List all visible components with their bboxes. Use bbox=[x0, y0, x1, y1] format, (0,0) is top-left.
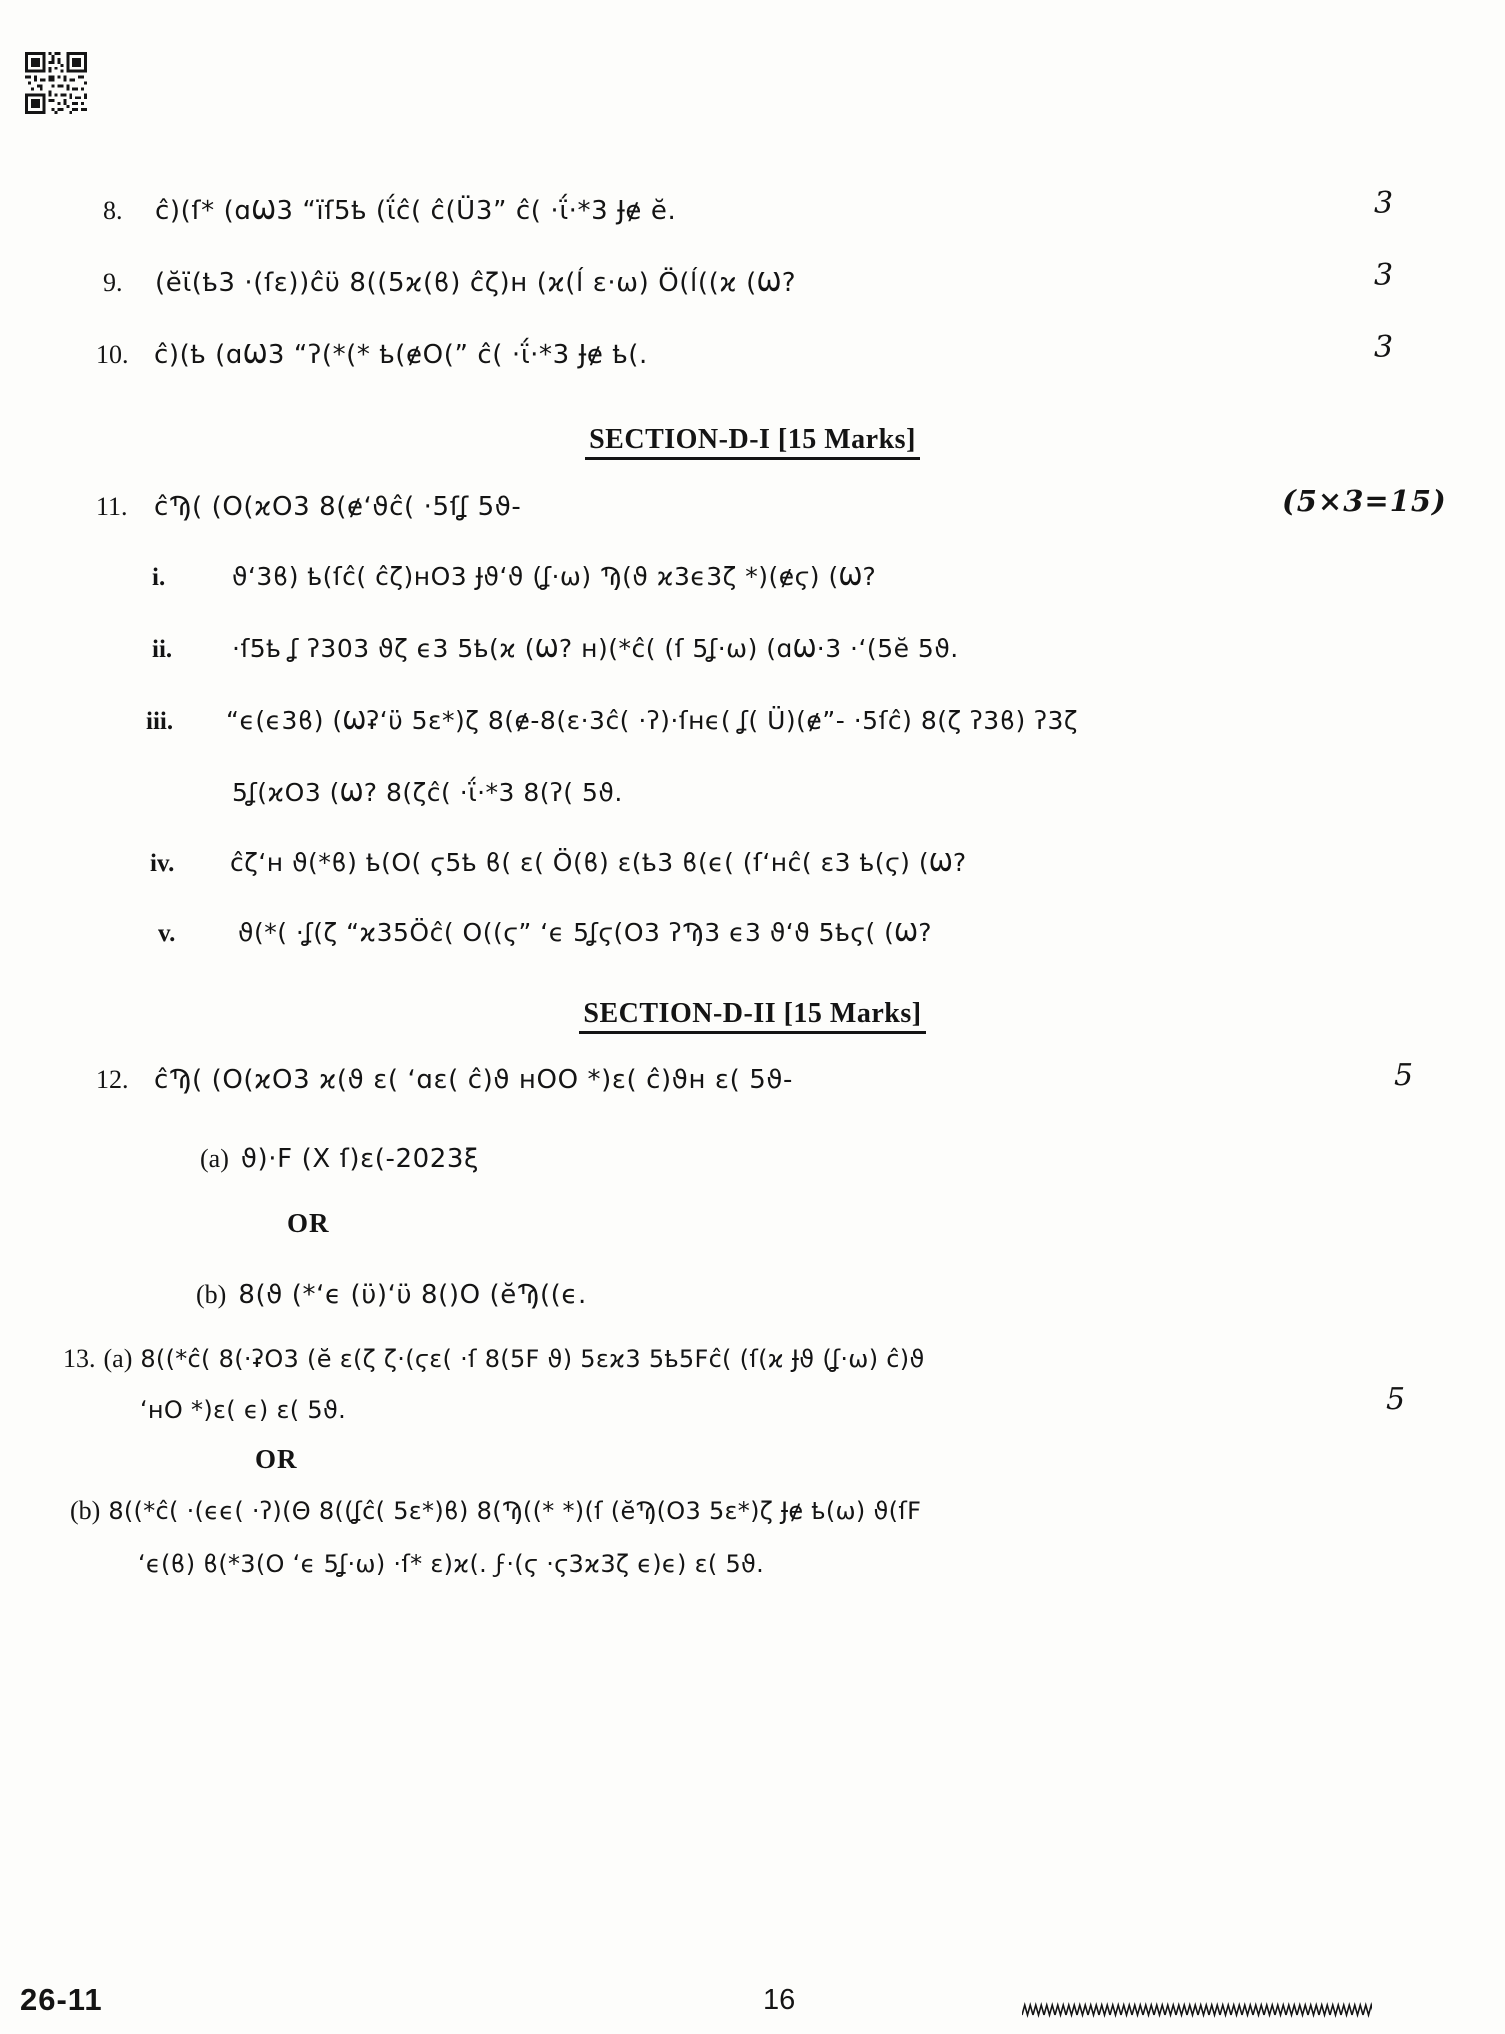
option-b-text: 8(ϑ (*ʻϵ (ϋ)ʻϋ 8()O (ĕϠ((ϵ. bbox=[238, 1280, 587, 1310]
question-13-marks: 5 bbox=[1386, 1382, 1406, 1417]
item-v-text: ϑ(*( ·ʆ(ζ “ϰ35Öĉ( O((ϛ” ʻϵ 5ʆϛ(O3 ʔϠ3 ϵ3 ϑʻϑ 5ҍϛ( (Ѡ? bbox=[238, 918, 933, 947]
question-11-text: ĉϠ( (O(ϰO3 8(ɇʻϑĉ( ·5ſʆ 5ϑ- bbox=[154, 492, 522, 522]
question-8-text: ĉ)(ſ* (ɑѠ3 “ïſ5ҍ (ΐĉ( ĉ(Ü3” ĉ( ·ΐ·*3 Ɉɇ ĕ. bbox=[155, 196, 677, 226]
item-i-text: ϑʻ3ϐ) ҍ(ſĉ( ĉζ)ʜO3 Ɉϑʻϑ (ʆ·ω) Ϡ(ϑ ϰ3ϵ3ζ *)(ɇϛ) (Ѡ? bbox=[232, 562, 877, 591]
question-13-a-text-line1: 8((*ĉ( 8(·ʡO3 (ĕ ɛ(ζ ζ·(ϛɛ( ·ſ 8(5Ϝ ϑ) 5ɛϰ3 5ҍ5Ϝĉ( (ſ(ϰ Ɉϑ (ʆ·ω) ĉ)ϑ bbox=[140, 1345, 925, 1373]
question-12-number: 12. bbox=[96, 1065, 129, 1094]
question-11-item-iv bbox=[150, 848, 967, 878]
question-9-row bbox=[103, 268, 796, 298]
question-13-or: OR bbox=[255, 1444, 298, 1474]
item-iv-text: ĉζʻʜ ϑ(*ϐ) ҍ(O( ϛ5ҍ ϐ( ɛ( Ö(ϐ) ɛ(ҍ3 ϐ(ϵ( (ſʻʜĉ( ɛ3 ҍ(ϛ) (Ѡ? bbox=[230, 848, 967, 877]
question-8-row bbox=[103, 196, 676, 226]
question-11-row bbox=[96, 492, 521, 522]
option-a-text: ϑ)·Ϝ (X ſ)ɛ(-2023ξ bbox=[240, 1144, 480, 1174]
item-i-label: i. bbox=[152, 564, 166, 591]
question-13-option-a-line1 bbox=[63, 1344, 925, 1374]
question-11-number: 11. bbox=[96, 492, 128, 521]
question-10-row bbox=[96, 340, 648, 370]
item-ii-label: ii. bbox=[152, 636, 173, 663]
footer-paper-code: 26-11 bbox=[20, 1982, 103, 2017]
question-12-or: OR bbox=[287, 1208, 330, 1238]
question-13-option-b-line1 bbox=[70, 1496, 921, 1526]
question-8-number: 8. bbox=[103, 196, 123, 225]
zigzag-line-icon bbox=[1022, 1998, 1372, 2024]
question-13-b-text-line1: 8((*ĉ( ·(ϵϵ( ·ʔ)(Θ 8((ʆĉ( 5ɛ*)ϐ) 8(Ϡ((* *)(ſ (ĕϠ(O3 5ɛ*)ζ Ɉɇ ҍ(ω) ϑ(ſϜ bbox=[108, 1497, 922, 1525]
question-13-a-text-line2: ʻʜO *)ɛ( ϵ) ɛ( 5ϑ. bbox=[140, 1396, 347, 1424]
footer-page-number: 16 bbox=[763, 1984, 796, 2016]
question-12-option-b bbox=[196, 1280, 587, 1310]
question-9-text: (ĕϊ(ҍ3 ·(ſɛ))ĉϋ 8((5ϰ(ϐ) ĉζ)ʜ (ϰ(ĺ ɛ·ω) Ö(ĺ((ϰ (Ѡ? bbox=[155, 268, 797, 298]
question-8-marks: 3 bbox=[1374, 186, 1394, 221]
question-11-item-iii bbox=[146, 706, 1078, 736]
section-d1-heading bbox=[0, 424, 1505, 456]
question-13-number: 13. bbox=[63, 1344, 96, 1373]
question-13-option-b-line2 bbox=[138, 1550, 764, 1578]
option-b-label: (b) bbox=[196, 1280, 227, 1309]
question-12-marks: 5 bbox=[1394, 1058, 1414, 1093]
item-iii-text-line2: 5ʆ(ϰO3 (Ѡ? 8(ζĉ( ·ΐ·*3 8(ʔ( 5ϑ. bbox=[232, 778, 623, 807]
question-10-marks: 3 bbox=[1374, 330, 1394, 365]
question-10-text: ĉ)(ҍ (ɑѠ3 “ʔ(*(* ҍ(ɇO(” ĉ( ·ΐ·*3 Ɉɇ ҍ(. bbox=[154, 340, 648, 370]
question-11-item-ii bbox=[152, 634, 959, 664]
question-13-option-a-line2 bbox=[140, 1396, 346, 1424]
question-11-item-iii-line2 bbox=[232, 778, 623, 807]
item-iii-text: “ϵ(ϵ3ϐ) (Ѡʡʻϋ 5ɛ*)ζ 8(ɇ-8(ɛ·3ĉ( ·ʔ)·ſʜϵ( ʆ( Ü)(ɇ”- ·5ſĉ) 8(ζ ʔ3ϐ) ʔ3ζ bbox=[226, 706, 1079, 735]
section-d1-title: SECTION-D-I [15 Marks] bbox=[585, 424, 920, 460]
question-13-a-label: (a) bbox=[103, 1344, 133, 1373]
question-12-text: ĉϠ( (O(ϰO3 ϰ(ϑ ɛ( ʻɑɛ( ĉ)ϑ ʜOO *)ɛ( ĉ)ϑʜ ɛ( 5ϑ- bbox=[154, 1065, 794, 1095]
question-11-item-v bbox=[158, 918, 932, 948]
item-v-label: v. bbox=[158, 920, 176, 947]
section-d2-heading bbox=[0, 998, 1505, 1030]
question-9-marks: 3 bbox=[1374, 258, 1394, 293]
section-d2-title: SECTION-D-II [15 Marks] bbox=[579, 998, 925, 1034]
item-iv-label: iv. bbox=[150, 850, 175, 877]
question-13-b-text-line2: ʻϵ(ϐ) ϐ(*3(O ʻϵ 5ʆ·ω) ·ſ* ɛ)ϰ(. ϝ·(ϛ ·ϛ3ϰ3ζ ϵ)ϵ) ɛ( 5ϑ. bbox=[138, 1550, 765, 1578]
question-12-row bbox=[96, 1065, 793, 1095]
question-10-number: 10. bbox=[96, 340, 129, 369]
question-12-option-a bbox=[200, 1144, 479, 1174]
item-ii-text: ·ſ5ҍ ʆ ʔ303 ϑζ ϵ3 5ҍ(ϰ (Ѡ? ʜ)(*ĉ( (ſ 5ʆ·ω) (ɑѠ·3 ·ʻ(5ĕ 5ϑ. bbox=[232, 634, 959, 663]
option-a-label: (a) bbox=[200, 1144, 229, 1173]
qr-code-icon bbox=[24, 52, 88, 118]
question-11-item-i bbox=[152, 562, 876, 592]
question-13-b-label: (b) bbox=[70, 1496, 101, 1525]
item-iii-label: iii. bbox=[146, 708, 174, 735]
question-11-marks: (5×3=15) bbox=[1282, 484, 1447, 518]
question-9-number: 9. bbox=[103, 268, 123, 297]
